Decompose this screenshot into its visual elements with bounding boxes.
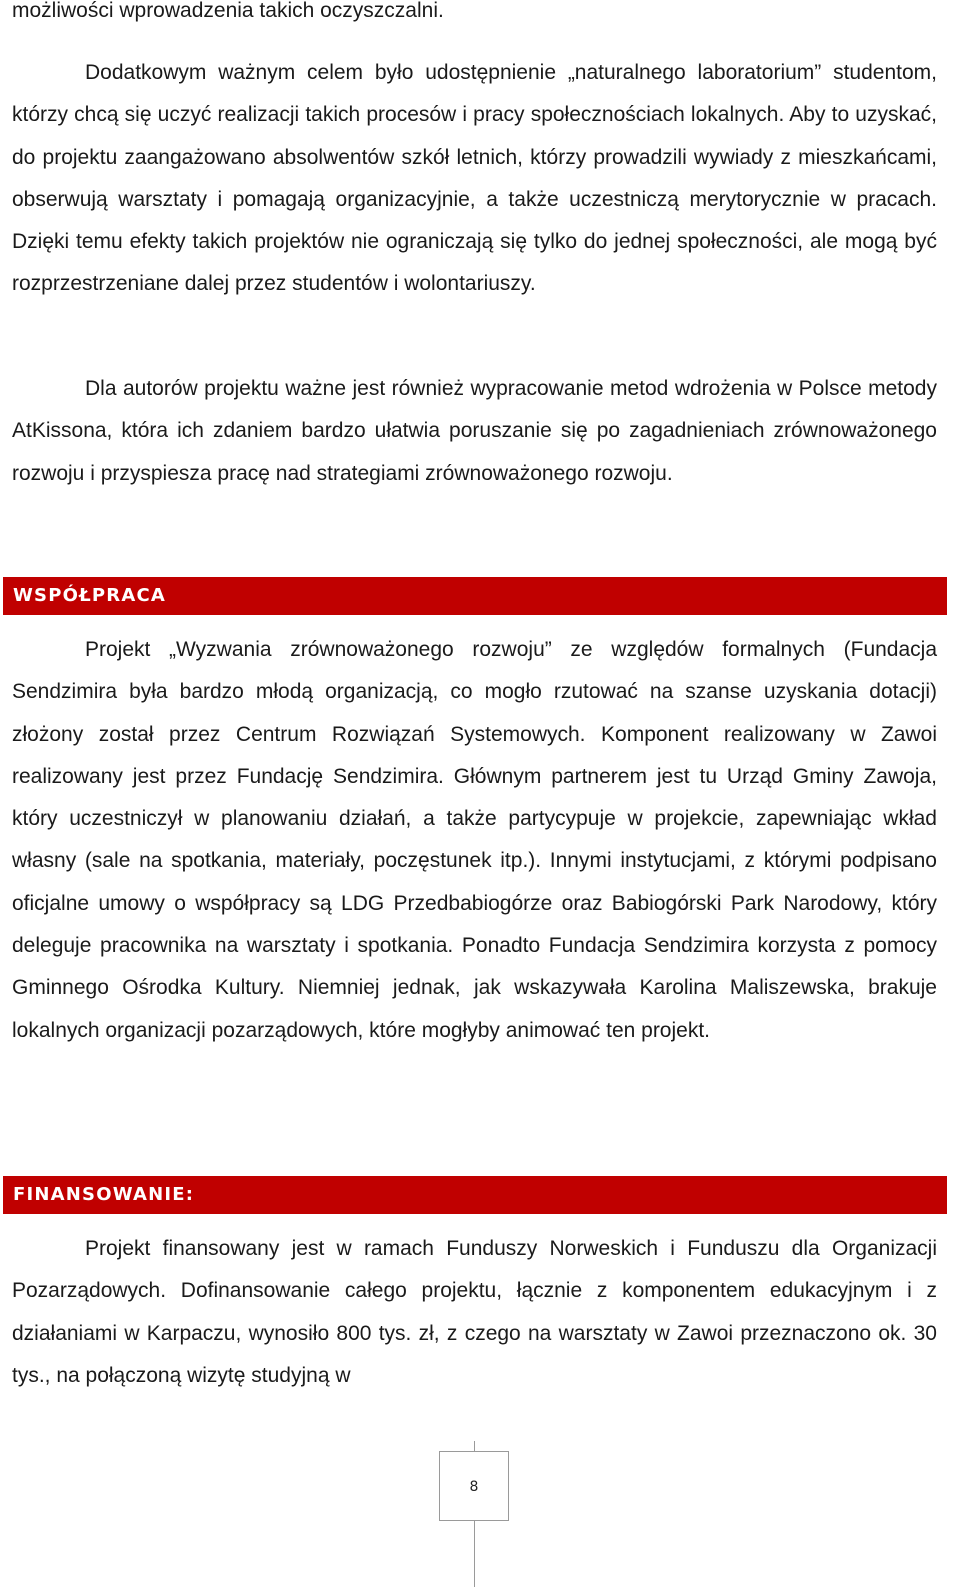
- section-heading-financing: FINANSOWANIE:: [3, 1176, 947, 1214]
- paragraph-financing: Projekt finansowany jest w ramach Funduszy Norweskich i Funduszu dla Organizacji Pozarządowych. Dofinansowanie całego projektu, łącznie z komponentem edukacyjnym i z działaniami w Karpaczu, wynosiło 800 tys. zł, z czego na warsztaty w Zawoi przeznaczono ok. 30 tys., na połączoną wizytę studyjną w: [12, 1237, 937, 1387]
- page-number: 8: [439, 1451, 509, 1521]
- paragraph-intro-fragment: możliwości wprowadzenia takich oczyszczalni.: [12, 0, 444, 22]
- paragraph-laboratory-goal: Dodatkowym ważnym celem było udostępnienie „naturalnego laboratorium” studentom, którzy chcą się uczyć realizacji takich procesów i pracy społecznościach lokalnych. Aby to uzyskać, do projektu zaangażowano absolwentów szkół letnich, którzy prowadzili wywiady z mieszkańcami, obserwują warsztaty i pomagają organizacyjnie, a także uczestniczą merytorycznie w pracach. Dzięki temu efekty takich projektów nie ograniczają się tylko do jednej społeczności, ale mogą być rozprzestrzeniane dalej przez studentów i wolontariuszy.: [12, 61, 937, 296]
- page-number-connector-top: [474, 1441, 475, 1451]
- paragraph-atkisson-method: Dla autorów projektu ważne jest również wypracowanie metod wdrożenia w Polsce metody AtKissona, która ich zdaniem bardzo ułatwia poruszanie się po zagadnieniach zrównoważonego rozwoju i przyspiesza pracę nad strategiami zrównoważonego rozwoju.: [12, 377, 937, 485]
- page-number-connector-bottom: [474, 1521, 475, 1587]
- section-heading-cooperation: WSPÓŁPRACA: [3, 577, 947, 615]
- paragraph-cooperation: Projekt „Wyzwania zrównoważonego rozwoju” ze względów formalnych (Fundacja Sendzimira była bardzo młodą organizacją, co mogło rzutować na szanse uzyskania dotacji) złożony został przez Centrum Rozwiązań Systemowych. Komponent realizowany w Zawoi realizowany jest przez Fundację Sendzimira. Głównym partnerem jest tu Urząd Gminy Zawoja, który uczestniczył w planowaniu działań, a także partycypuje w projekcie, zapewniając wkład własny (sale na spotkania, materiały, poczęstunek itp.). Innymi instytucjami, z którymi podpisano oficjalne umowy o współpracy są LDG Przedbabiogórze oraz Babiogórski Park Narodowy, który deleguje pracownika na warsztaty i spotkania. Ponadto Fundacja Sendzimira korzysta z pomocy Gminnego Ośrodka Kultury. Niemniej jednak, jak wskazywała Karolina Maliszewska, brakuje lokalnych organizacji pozarządowych, które mogłyby animować ten projekt.: [12, 638, 937, 1042]
